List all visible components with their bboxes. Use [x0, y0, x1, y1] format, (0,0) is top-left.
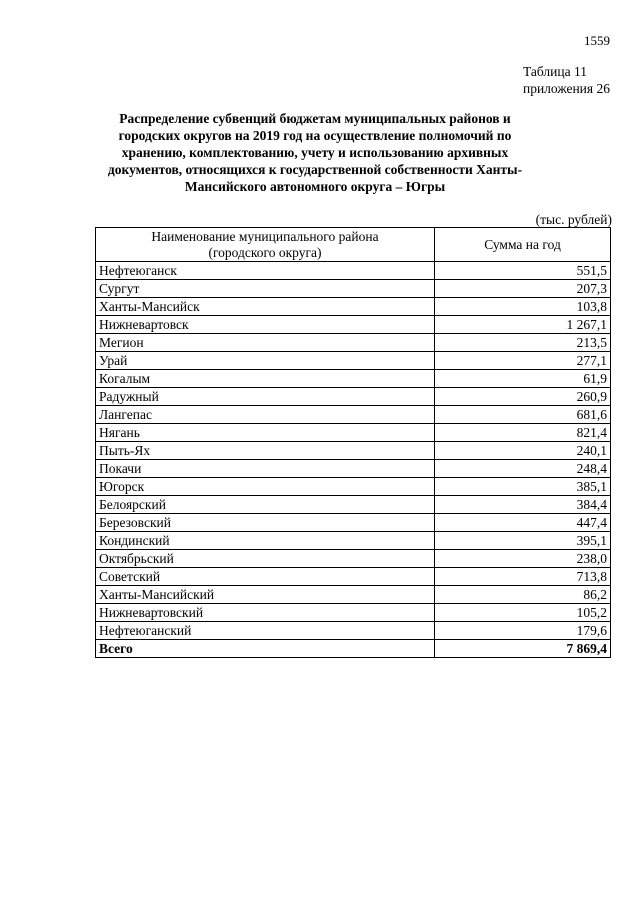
district-name: Нижневартовск [96, 316, 435, 334]
district-name: Октябрьский [96, 550, 435, 568]
district-name: Мегион [96, 334, 435, 352]
district-amount: 551,5 [435, 262, 611, 280]
table-row [96, 460, 611, 478]
total-row [96, 640, 611, 658]
district-amount: 213,5 [435, 334, 611, 352]
header-name-line2: (городского округа) [208, 244, 322, 260]
table-reference-line1: Таблица 11 [522, 64, 587, 79]
page-number: 1559 [584, 33, 610, 48]
district-name: Урай [96, 352, 435, 370]
district-amount: 384,4 [435, 496, 611, 514]
header-name-line1: Наименование муниципального района [151, 228, 379, 244]
district-amount: 395,1 [435, 532, 611, 550]
table-row [96, 352, 611, 370]
table-header-row [96, 228, 611, 262]
district-amount: 179,6 [435, 622, 611, 640]
total-amount: 7 869,4 [435, 640, 611, 658]
table-row [96, 604, 611, 622]
district-name: Сургут [96, 280, 435, 298]
district-name: Нефтеюганский [96, 622, 435, 640]
district-name: Югорск [96, 478, 435, 496]
district-amount: 207,3 [435, 280, 611, 298]
district-name: Покачи [96, 460, 435, 478]
table-row [96, 568, 611, 586]
total-label: Всего [96, 640, 435, 658]
district-name: Когалым [96, 370, 435, 388]
table-row [96, 262, 611, 280]
district-amount: 105,2 [435, 604, 611, 622]
table-row [96, 388, 611, 406]
district-amount: 385,1 [435, 478, 611, 496]
district-amount: 260,9 [435, 388, 611, 406]
district-name: Ханты-Мансийск [96, 298, 435, 316]
district-amount: 61,9 [435, 370, 611, 388]
district-amount: 713,8 [435, 568, 611, 586]
table-row [96, 532, 611, 550]
table-row [96, 442, 611, 460]
table-row [96, 406, 611, 424]
header-name-column [96, 228, 435, 262]
district-name: Белоярский [96, 496, 435, 514]
district-amount: 447,4 [435, 514, 611, 532]
district-amount: 248,4 [435, 460, 611, 478]
district-amount: 1 267,1 [435, 316, 611, 334]
table-row [96, 478, 611, 496]
district-name: Нягань [96, 424, 435, 442]
district-amount: 240,1 [435, 442, 611, 460]
table-row [96, 424, 611, 442]
district-name: Кондинский [96, 532, 435, 550]
table-row [96, 316, 611, 334]
table-row [96, 496, 611, 514]
table-row [96, 622, 611, 640]
district-amount: 86,2 [435, 586, 611, 604]
table-reference [523, 63, 610, 97]
district-amount: 277,1 [435, 352, 611, 370]
table-row [96, 298, 611, 316]
table-row [96, 370, 611, 388]
district-amount: 681,6 [435, 406, 611, 424]
table-row [96, 586, 611, 604]
document-title: Распределение субвенций бюджетам муниципальных районов и городских округов на 2019 год на осуществление полномочий по хранению, комплектованию, учету и использованию архивных документов, относящихся к государственной собственности Ханты-Мансийского автономного округа – Югры [107, 111, 523, 194]
district-name: Березовский [96, 514, 435, 532]
table-row [96, 334, 611, 352]
district-name: Нефтеюганск [96, 262, 435, 280]
district-name: Ханты-Мансийский [96, 586, 435, 604]
district-amount: 103,8 [435, 298, 611, 316]
district-name: Радужный [96, 388, 435, 406]
header-amount-column: Сумма на год [435, 228, 611, 262]
district-name: Советский [96, 568, 435, 586]
district-name: Лангепас [96, 406, 435, 424]
table-row [96, 550, 611, 568]
district-amount: 821,4 [435, 424, 611, 442]
units-label: (тыс. рублей) [535, 212, 612, 227]
district-name: Нижневартовский [96, 604, 435, 622]
table-row [96, 280, 611, 298]
table-row [96, 514, 611, 532]
distribution-table [95, 227, 611, 658]
district-amount: 238,0 [435, 550, 611, 568]
district-name: Пыть-Ях [96, 442, 435, 460]
table-reference-line2: приложения 26 [522, 81, 610, 96]
